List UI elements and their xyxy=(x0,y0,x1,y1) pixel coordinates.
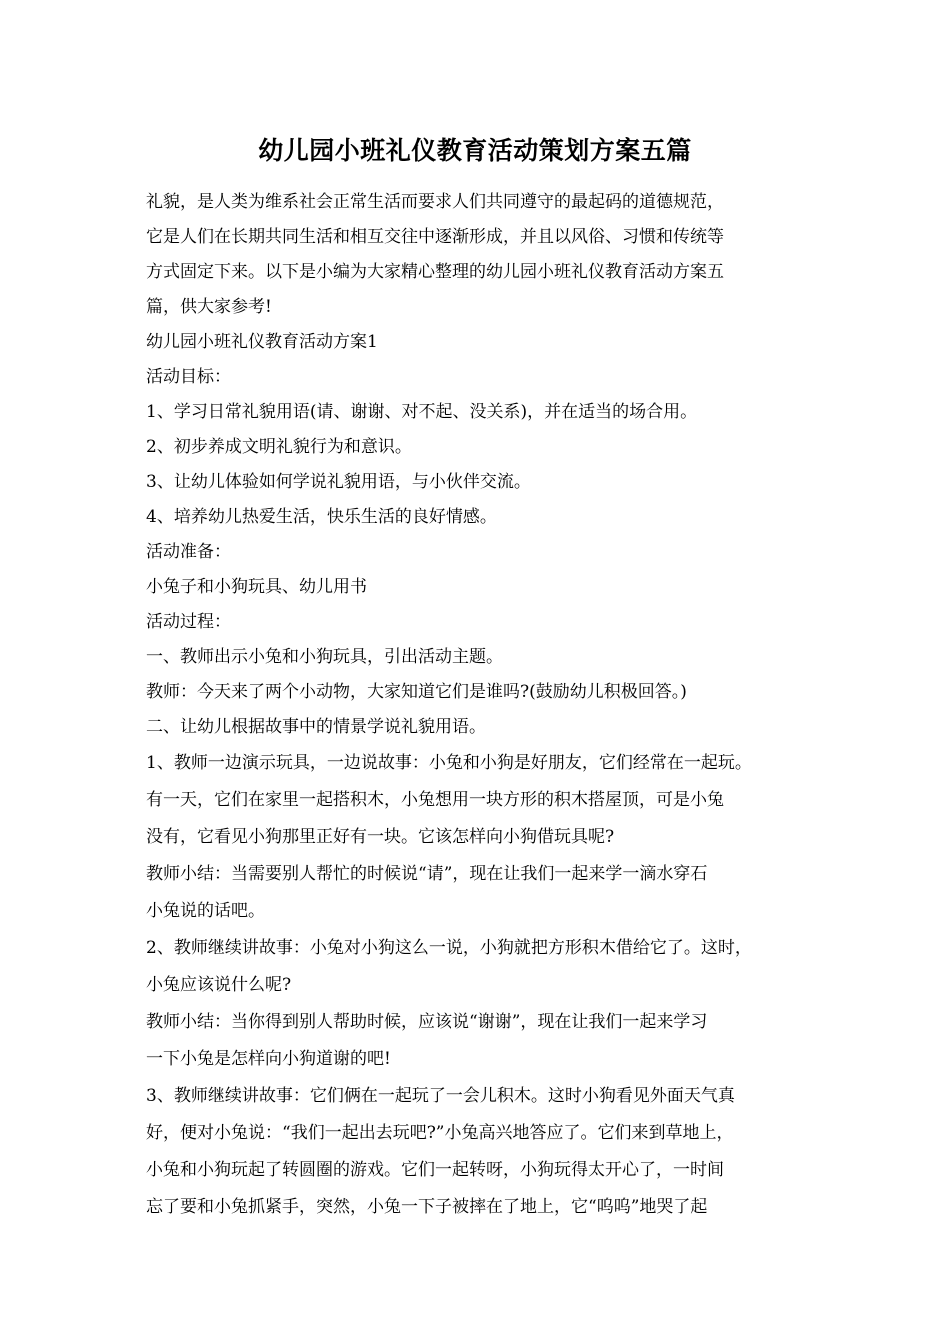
body-line: 礼貌，是人类为维系社会正常生活而要求人们共同遵守的最起码的道德规范， xyxy=(146,192,724,212)
body-line: 教师：今天来了两个小动物，大家知道它们是谁吗?(鼓励幼儿积极回答。) xyxy=(146,682,687,702)
body-line: 小兔和小狗玩起了转圆圈的游戏。它们一起转呀，小狗玩得太开心了，一时间 xyxy=(146,1160,724,1180)
body-line: 好，便对小兔说：“我们一起出去玩吧?”小兔高兴地答应了。它们来到草地上， xyxy=(146,1123,734,1143)
body-line: 活动准备： xyxy=(146,542,231,562)
document-body xyxy=(146,185,826,1226)
body-line: 1、教师一边演示玩具，一边说故事：小兔和小狗是好朋友，它们经常在一起玩。 xyxy=(146,753,752,773)
body-line: 活动过程： xyxy=(146,612,231,632)
body-line: 篇，供大家参考! xyxy=(146,297,272,317)
body-line: 3、让幼儿体验如何学说礼貌用语，与小伙伴交流。 xyxy=(146,472,531,492)
body-line: 3、教师继续讲故事：它们俩在一起玩了一会儿积木。这时小狗看见外面天气真 xyxy=(146,1086,735,1106)
body-line: 有一天，它们在家里一起搭积木，小兔想用一块方形的积木搭屋顶，可是小兔 xyxy=(146,790,724,810)
section-heading: 幼儿园小班礼仪教育活动方案1 xyxy=(146,332,378,352)
body-line: 它是人们在长期共同生活和相互交往中逐渐形成，并且以风俗、习惯和传统等 xyxy=(146,227,724,247)
body-line: 教师小结：当需要别人帮忙的时候说“请”，现在让我们一起来学一滴水穿石 xyxy=(146,864,708,884)
body-line: 一下小兔是怎样向小狗道谢的吧! xyxy=(146,1049,391,1069)
body-line: 小兔应该说什么呢? xyxy=(146,975,292,995)
body-line: 方式固定下来。以下是小编为大家精心整理的幼儿园小班礼仪教育活动方案五 xyxy=(146,262,724,282)
body-line: 二、让幼儿根据故事中的情景学说礼貌用语。 xyxy=(146,717,486,737)
body-line: 2、教师继续讲故事：小兔对小狗这么一说，小狗就把方形积木借给它了。这时， xyxy=(146,938,752,958)
document-title: 幼儿园小班礼仪教育活动策划方案五篇 xyxy=(258,136,692,165)
body-line: 一、教师出示小兔和小狗玩具，引出活动主题。 xyxy=(146,647,503,667)
body-line: 小兔说的话吧。 xyxy=(146,901,265,921)
body-line: 活动目标： xyxy=(146,367,231,387)
body-line: 2、初步养成文明礼貌行为和意识。 xyxy=(146,437,412,457)
body-line: 忘了要和小兔抓紧手，突然，小兔一下子被摔在了地上，它“呜呜”地哭了起 xyxy=(146,1197,708,1217)
body-line: 4、培养幼儿热爱生活，快乐生活的良好情感。 xyxy=(146,507,497,527)
body-line: 小兔子和小狗玩具、幼儿用书 xyxy=(146,577,367,597)
body-line: 教师小结：当你得到别人帮助时候，应该说“谢谢”，现在让我们一起来学习 xyxy=(146,1012,708,1032)
body-line: 1、学习日常礼貌用语(请、谢谢、对不起、没关系)，并在适当的场合用。 xyxy=(146,402,698,422)
body-line: 没有，它看见小狗那里正好有一块。它该怎样向小狗借玩具呢? xyxy=(146,827,615,847)
